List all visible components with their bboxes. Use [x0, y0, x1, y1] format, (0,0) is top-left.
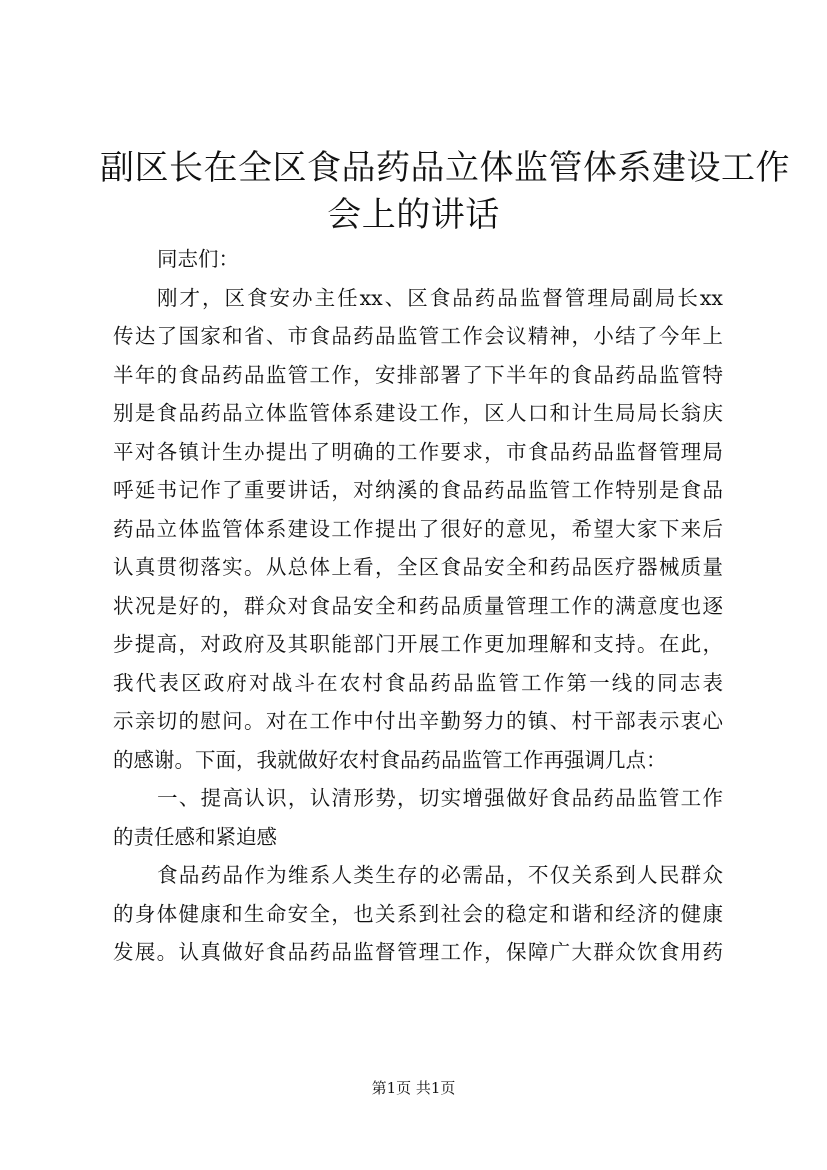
text-line: 的责任感和紧迫感 [113, 824, 277, 849]
text-line: 呼延书记作了重要讲话，对纳溪的食品药品监管工作特别是食品 [113, 478, 723, 502]
text-line: 的感谢。下面，我就做好农村食品药品监管工作再强调几点： [113, 747, 667, 772]
title-line: 副区长在全区食品药品立体监管体系建设工作 [100, 148, 790, 188]
document-body [113, 240, 723, 972]
text-line: 示亲切的慰问。对在工作中付出辛勤努力的镇、村干部表示衷心 [113, 709, 723, 733]
text-line: 食品药品作为维系人类生存的必需品，不仅关系到人民群众 [157, 863, 723, 887]
text-line: 发展。认真做好食品药品监督管理工作，保障广大群众饮食用药 [113, 940, 723, 964]
text-line: 别是食品药品立体监管体系建设工作，区人口和计生局局长翁庆 [113, 401, 723, 425]
text-line: 步提高，对政府及其职能部门开展工作更加理解和支持。在此， [113, 632, 723, 656]
text-line: 同志们： [157, 247, 239, 271]
text-line: 平对各镇计生办提出了明确的工作要求，市食品药品监督管理局 [113, 439, 723, 464]
text-line: 我代表区政府对战斗在农村食品药品监管工作第一线的同志表 [113, 670, 723, 695]
text-line: 状况是好的，群众对食品安全和药品质量管理工作的满意度也逐 [113, 593, 723, 618]
text-line: 半年的食品药品监管工作，安排部署了下半年的食品药品监管特 [113, 362, 723, 387]
document-title [100, 145, 790, 239]
text-line: 认真贯彻落实。从总体上看，全区食品安全和药品医疗器械质量 [113, 555, 723, 579]
text-line: 一、提高认识，认清形势，切实增强做好食品药品监管工作 [157, 786, 723, 810]
text-line: 药品立体监管体系建设工作提出了很好的意见，希望大家下来后 [113, 516, 723, 541]
text-line: 刚才，区食安办主任xx、区食品药品监督管理局副局长xx [157, 285, 723, 310]
title-line: 会上的讲话 [327, 195, 500, 235]
text-line: 传达了国家和省、市食品药品监管工作会议精神，小结了今年上 [113, 324, 723, 348]
page-footer: 第1页 共1页 [371, 1079, 456, 1097]
text-line: 的身体健康和生命安全，也关系到社会的稳定和谐和经济的健康 [113, 901, 723, 926]
